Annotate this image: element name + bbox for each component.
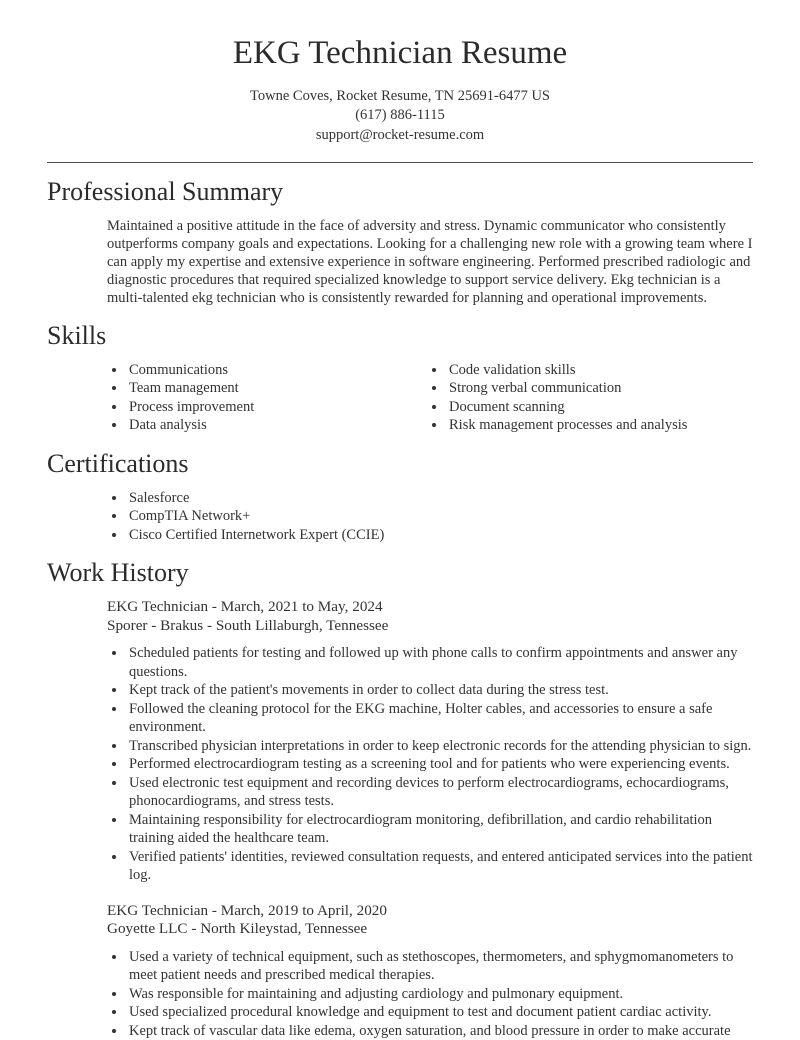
- header-divider: [47, 162, 753, 163]
- contact-email: support@rocket-resume.com: [315, 126, 485, 143]
- job-employer: Goyette LLC - North Kileystad, Tennessee: [107, 920, 368, 938]
- skills-columns: [47, 361, 753, 435]
- skills-column-left: [47, 361, 400, 435]
- skill-item: • Team management: [127, 379, 400, 398]
- skill-item: • Strong verbal communication: [447, 379, 753, 398]
- skill-item: • Process improvement: [127, 398, 400, 417]
- job-duty-item: • Used electronic test equipment and recording devices to perform electrocardiograms, echocardiograms, phonocardiograms, and stress tests.: [127, 774, 753, 811]
- section-professional-summary: [47, 177, 753, 307]
- job-header: [107, 902, 753, 939]
- skills-heading: Skills: [47, 320, 107, 350]
- contact-phone: (617) 886-1115: [355, 107, 445, 124]
- job-duty-item: • Used specialized procedural knowledge and equipment to test and document patient cardiac activity.: [127, 1003, 753, 1022]
- skill-item: • Risk management processes and analysis: [447, 416, 753, 435]
- certification-item: • Cisco Certified Internetwork Expert (CCIE): [127, 526, 753, 545]
- job-entry-2: [47, 902, 753, 1040]
- certification-item: • Salesforce: [127, 489, 753, 508]
- job-duty-item: • Scheduled patients for testing and followed up with phone calls to confirm appointments and answer any questions.: [127, 644, 753, 681]
- job-header: [107, 598, 753, 635]
- job-duty-item: • Verified patients' identities, reviewed consultation requests, and entered anticipated services into the patient log.: [127, 848, 753, 885]
- job-entry-1: [47, 598, 753, 885]
- job-duty-item: • Performed electrocardiogram testing as a screening tool and for patients who were experiencing events.: [127, 755, 753, 774]
- skill-item: • Code validation skills: [447, 361, 753, 380]
- job-duty-item: • Was responsible for maintaining and adjusting cardiology and pulmonary equipment.: [127, 985, 753, 1004]
- job-employer: Sporer - Brakus - South Lillaburgh, Tennessee: [107, 616, 389, 634]
- job-duties-list: [47, 644, 753, 885]
- section-certifications: [47, 449, 753, 544]
- section-skills: [47, 321, 753, 435]
- skill-item: • Document scanning: [447, 398, 753, 417]
- certifications-list: [47, 489, 753, 545]
- page-title: EKG Technician Resume: [232, 35, 568, 71]
- work-history-heading: Work History: [47, 558, 189, 588]
- skill-item: • Communications: [127, 361, 400, 380]
- job-duty-item: • Used a variety of technical equipment, such as stethoscopes, thermometers, and sphygmomanometers to meet patient needs and prescribed medical therapies.: [127, 948, 753, 985]
- skills-column-right: [400, 361, 753, 435]
- job-duty-item: • Transcribed physician interpretations in order to keep electronic records for the attending physician to sign.: [127, 737, 753, 756]
- summary-text: Maintained a positive attitude in the face of adversity and stress. Dynamic communicator who consistently outperforms company goals and expectations. Looking for a challenging new role with a growing team where I can apply my expertise and extensive experience in software engineering. Performed prescribed radiologic and diagnostic procedures that required specialized knowledge to support service delivery. Ekg technician is a multi-talented ekg technician who is consistently rewarded for planning and operational improvements.: [107, 217, 753, 306]
- certification-item: • CompTIA Network+: [127, 507, 753, 526]
- summary-heading: Professional Summary: [47, 177, 284, 207]
- resume-header: [47, 34, 753, 145]
- skill-item: • Data analysis: [127, 416, 400, 435]
- certifications-heading: Certifications: [47, 448, 189, 478]
- job-duty-item: • Maintaining responsibility for electrocardiogram monitoring, defibrillation, and cardio rehabilitation training aided the healthcare team.: [127, 811, 753, 848]
- job-duty-item: • Followed the cleaning protocol for the EKG machine, Holter cables, and accessories to ensure a safe environment.: [127, 700, 753, 737]
- job-title: EKG Technician - March, 2021 to May, 2024: [107, 598, 383, 616]
- contact-address: Towne Coves, Rocket Resume, TN 25691-6477 US: [250, 87, 550, 104]
- job-duty-item: • Kept track of the patient's movements in order to collect data during the stress test.: [127, 681, 753, 700]
- job-duty-item: • Kept track of vascular data like edema, oxygen saturation, and blood pressure in order to make accurate: [127, 1022, 753, 1040]
- section-work-history: [47, 558, 753, 1040]
- job-title: EKG Technician - March, 2019 to April, 2020: [107, 901, 387, 919]
- job-duties-list: [47, 948, 753, 1040]
